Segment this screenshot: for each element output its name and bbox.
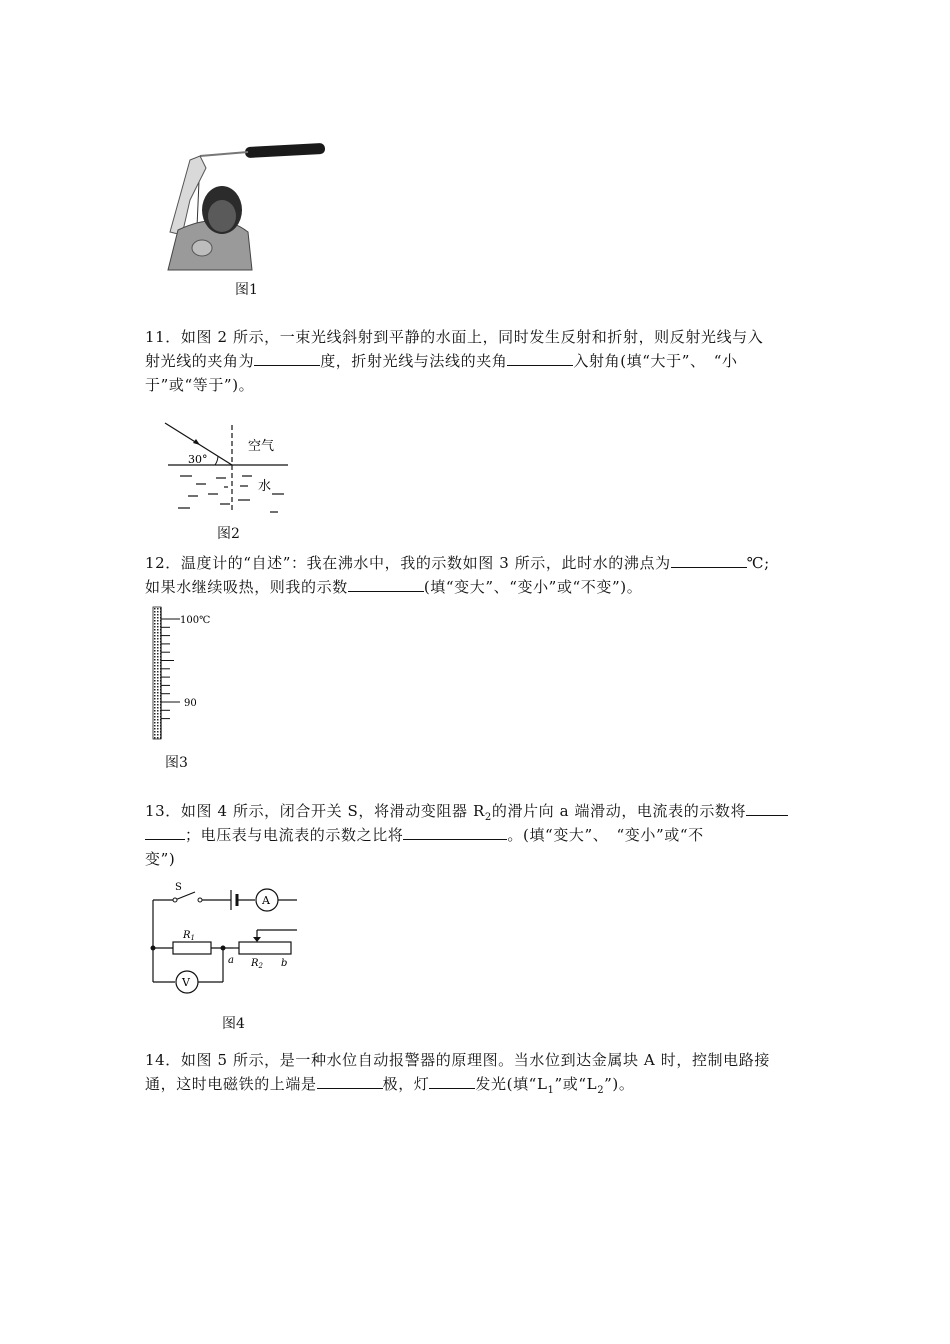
q12-line-2 [145,577,642,597]
q13-blank-1a[interactable] [746,801,788,816]
figure-4-voltmeter-label: V [182,976,190,989]
q11-line-2 [145,351,738,371]
q12-blank-2[interactable] [348,577,424,592]
q12-line-1 [145,553,770,573]
figure-2-angle-label: 30° [188,453,208,466]
q14-line-1: 14．如图 5 所示，是一种水位自动报警器的原理图。当水位到达金属块 A 时，控制电路接 [145,1051,770,1069]
q14-text-e: ”)。 [604,1075,635,1093]
q13-blank-1b[interactable] [145,825,185,840]
q14-text-a: 通，这时电磁铁的上端是 [145,1075,317,1093]
q14-line-2 [145,1074,634,1101]
q14-text-d: ”或“L [554,1075,598,1093]
figure-2-water-label: 水 [258,479,272,494]
figure-4-b-label: b [281,958,288,969]
figure-4-a-label: a [228,955,234,966]
q13-text-a: 13．如图 4 所示，闭合开关 S，将滑动变阻器 R [145,802,485,820]
q11-blank-2[interactable] [507,351,573,366]
q12-blank-1[interactable] [671,553,747,568]
q14-blank-2[interactable] [429,1074,475,1089]
figure-2-caption: 图2 [217,526,240,542]
figure-4-circuit [145,878,310,998]
q13-text-b: 的滑片向 a 端滑动，电流表的示数将 [491,802,747,820]
figure-4-caption: 图4 [222,1016,245,1032]
q12-text-a: 12．温度计的“自述”：我在沸水中，我的示数如图 3 所示，此时水的沸点为 [145,554,671,572]
q14-text-c: 发光(填“L [475,1075,548,1093]
figure-4-ammeter-label: A [262,894,270,907]
figure-1-caption: 图1 [235,282,258,298]
q11-text-b: 度，折射光线与法线的夹角 [320,352,508,370]
q13-line-2 [145,825,704,845]
q13-line-3: 变”) [145,850,176,868]
q13-sub: 2 [484,812,492,823]
figure-4-switch-label: S [175,882,182,893]
q11-line-1: 11．如图 2 所示，一束光线斜射到平静的水面上，同时发生反射和折射，则反射光线与入 [145,328,764,346]
q11-text-c: 入射角(填“大于”、 “小 [573,352,738,370]
figure-2-refraction [160,420,300,520]
q13-line-1 [145,801,788,828]
q12-text-b: ℃; [746,554,770,572]
figure-3-top-label: 100℃ [180,615,211,626]
q11-text-a: 射光线的夹角为 [145,352,255,370]
figure-4-r2-label: $R_2$ [251,958,263,970]
q11-blank-1[interactable] [254,351,320,366]
q12-text-c: 如果水继续吸热，则我的示数 [145,578,348,596]
q12-text-d: (填“变大”、“变小”或“不变”)。 [423,578,643,596]
q13-text-c: ；电压表与电流表的示数之比将 [185,826,404,844]
figure-3-caption: 图3 [165,755,188,771]
q13-text-d: 。(填“变大”、 “变小”或“不 [507,826,704,844]
q14-sub-2: 2 [597,1085,605,1096]
q13-blank-2[interactable] [403,825,507,840]
figure-4-r1-label: $R_1$ [183,930,195,942]
q14-sub-1: 1 [547,1085,555,1096]
q11-line-3: 于”或“等于”)。 [145,376,255,394]
q14-text-b: 极，灯 [382,1075,430,1093]
figure-2-air-label: 空气 [248,439,275,454]
figure-1-photo [160,140,335,275]
q14-blank-1[interactable] [317,1074,383,1089]
figure-3-thermometer [148,605,228,745]
figure-3-bottom-label: 90 [184,698,197,709]
